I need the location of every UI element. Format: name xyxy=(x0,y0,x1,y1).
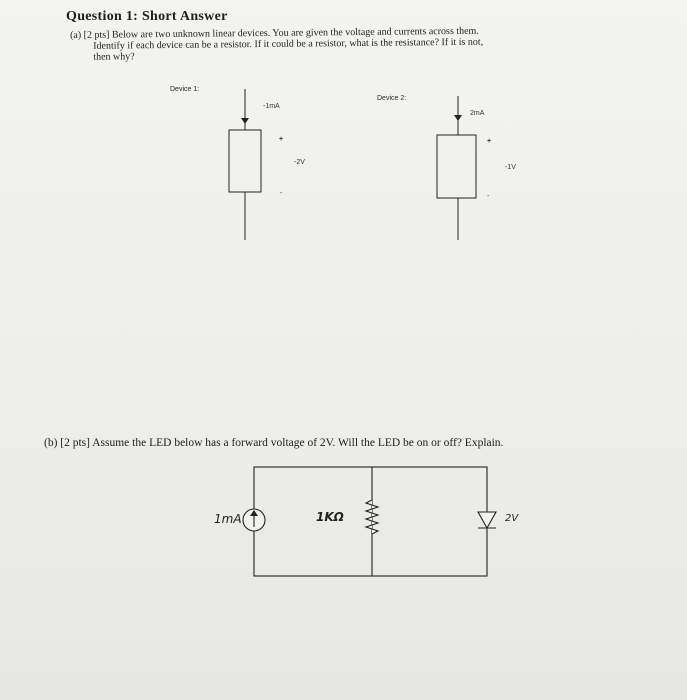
device1-minus-label: - xyxy=(280,190,283,197)
resistor-label: 1KΩ xyxy=(316,510,344,524)
device1-current-label: -1mA xyxy=(263,103,280,110)
device2-body xyxy=(437,135,476,198)
device2-current-label: 2mA xyxy=(470,110,485,117)
device1-label: Device 1: xyxy=(170,86,200,93)
device2-current-arrow xyxy=(454,115,462,121)
part-b-text: (b) [2 pts] Assume the LED below has a forward voltage of 2V. Will the LED be on or off? Explain. xyxy=(44,437,504,449)
current-source-label: 1mA xyxy=(214,512,242,526)
device2-label: Device 2: xyxy=(377,95,407,102)
led-triangle xyxy=(478,512,496,528)
device1-plus-label: + xyxy=(279,136,284,143)
device2-minus-label: - xyxy=(487,193,490,200)
device1-body xyxy=(229,130,261,192)
question-heading: Question 1: Short Answer xyxy=(66,9,228,24)
resistor-zigzag xyxy=(366,500,378,534)
part-a-line-2: Identify if each device can be a resistor. If it could be a resistor, what is the resistance? If it is not, xyxy=(93,36,484,52)
part-a-line-1: (a) [2 pts] Below are two unknown linear devices. You are given the voltage and currents across them. xyxy=(70,25,479,41)
circuit-loop xyxy=(254,467,487,576)
led-circuit xyxy=(243,467,496,576)
device1-current-arrow xyxy=(241,118,249,124)
device2-symbol xyxy=(437,96,476,240)
led-voltage-label: 2V xyxy=(505,513,519,524)
device1-symbol xyxy=(229,89,261,240)
device1-voltage-label: -2V xyxy=(294,159,305,166)
part-a-line-3: then why? xyxy=(93,51,135,63)
device2-voltage-label: -1V xyxy=(505,164,516,171)
device2-plus-label: + xyxy=(487,138,492,145)
